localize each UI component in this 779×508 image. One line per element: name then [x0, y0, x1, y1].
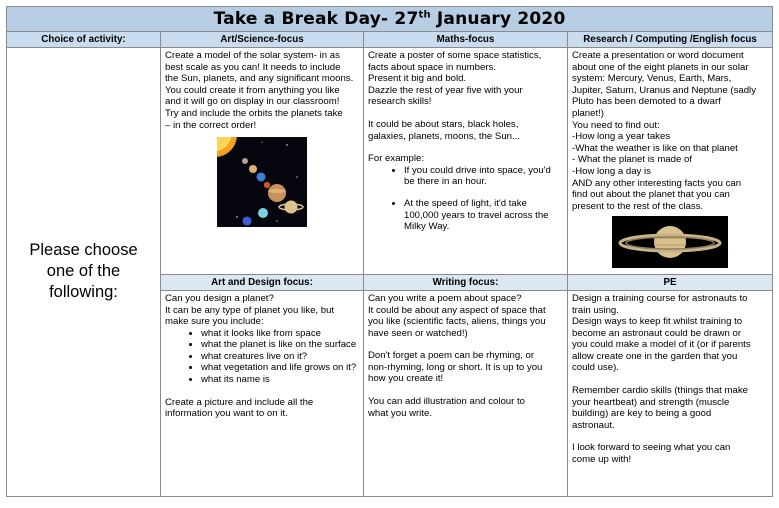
text-line: You can add illustration and colour to	[368, 396, 525, 408]
list-item: • what creatures live on it?	[201, 351, 359, 363]
solar-system-image	[217, 137, 307, 227]
text-line: Design ways to keep fit whilst training to	[572, 316, 743, 328]
text-line: make sure you include:	[165, 316, 264, 328]
text-line: Don't forget a poem can be rhyming, or	[368, 350, 535, 362]
text-line: - What the planet is made of	[572, 154, 692, 166]
header-art-science: Art/Science-focus	[161, 32, 364, 48]
text-line: non-rhyming, long or short. It is up to you	[368, 361, 543, 373]
text-line: have seen or watched!)	[368, 327, 468, 339]
text-line: You need to find out:	[572, 119, 660, 131]
choose-line-2: one of the	[46, 262, 121, 281]
text-line: the Sun, planets, and any significant moons.	[165, 73, 354, 85]
header-pe: PE	[568, 274, 773, 290]
text-line: Create a poster of some space statistics,	[368, 50, 542, 61]
text-line: come up with!	[572, 454, 632, 466]
title-rest: January 2020	[430, 9, 566, 29]
choose-line-1: Please choose	[29, 241, 138, 260]
research-cell	[568, 48, 773, 275]
text-line: Can you design a planet?	[165, 292, 274, 304]
text-line: It could be about stars, black holes,	[368, 118, 519, 130]
list-item: • At the speed of light, it'd take 100,000 years to travel across the Milky Way.	[404, 198, 563, 233]
text-line: Design a training course for astronauts to	[572, 292, 748, 304]
text-line: become an astronaut could be drawn or	[572, 327, 742, 339]
text-line: AND any other interesting facts you can	[572, 177, 742, 189]
list-item: • what its name is	[201, 374, 359, 386]
choose-line-3: following:	[49, 283, 118, 302]
text-line: You could create it from anything you like	[165, 84, 340, 96]
header-choice: Choice of activity:	[7, 32, 161, 48]
text-line: astronaut.	[572, 419, 615, 431]
text-line: what you write.	[368, 407, 432, 419]
text-line: – in the correct order!	[165, 119, 257, 131]
text-line: about one of the eight planets in our solar	[572, 61, 749, 73]
art-design-cell	[161, 290, 364, 496]
text-line: -What the weather is like on that planet	[572, 142, 738, 154]
writing-cell	[364, 290, 568, 496]
text-line: information you want to on it.	[165, 408, 288, 420]
text-line: It can be any type of planet you like, but	[165, 304, 335, 316]
text-line: Can you write a poem about space?	[368, 292, 522, 304]
text-line: research skills!	[368, 96, 432, 108]
text-line: train using.	[572, 304, 619, 316]
text-line: allow create one in the garden that you	[572, 350, 738, 362]
text-line: find out about the planet that you can	[572, 189, 730, 201]
text-line: Pluto has been demoted to a dwarf	[572, 96, 721, 108]
text-line: building) are key to being a good	[572, 408, 712, 420]
text-line: Remember cardio skills (things that make	[572, 385, 748, 397]
text-line: you could make a model of it (or if parents	[572, 339, 751, 351]
text-line: Present it big and bold.	[368, 73, 467, 85]
saturn-image	[612, 216, 728, 268]
text-line: It could be about any aspect of space that	[368, 304, 546, 316]
text-line: you like (scientific facts, aliens, things you	[368, 316, 546, 328]
text-line: facts about space in numbers.	[368, 61, 496, 73]
header-research: Research / Computing /English focus	[568, 32, 773, 48]
text-line: Jupiter, Saturn, Uranus and Neptune (sadly	[572, 84, 756, 96]
text-line: -How long a day is	[572, 165, 651, 177]
text-line: best scale as you can! It needs to include	[165, 61, 341, 73]
text-line: and it will go on display in our classroom!	[165, 96, 340, 108]
text-line: your heartbeat) and strength (muscle	[572, 396, 730, 408]
text-line: could use).	[572, 362, 619, 374]
pe-cell	[568, 290, 773, 496]
maths-examples	[368, 165, 563, 233]
list-item: • what it looks like from space	[201, 328, 359, 340]
text-line: how you create it!	[368, 373, 444, 385]
list-item: • what vegetation and life grows on it?	[201, 362, 359, 374]
list-item: • what the planet is like on the surface	[201, 339, 359, 351]
header-writing: Writing focus:	[364, 274, 568, 290]
title-text: Take a Break Day- 27	[213, 9, 419, 29]
art-design-list	[165, 328, 359, 386]
maths-cell	[364, 48, 568, 275]
text-line: -How long a year takes	[572, 131, 671, 143]
page-title	[7, 7, 773, 32]
choose-cell	[7, 48, 161, 497]
text-line: Create a model of the solar system- in as	[165, 50, 340, 61]
activity-sheet	[6, 6, 772, 504]
text-line: planet!)	[572, 107, 604, 119]
art-science-cell	[161, 48, 364, 275]
text-line: Create a picture and include all the	[165, 396, 314, 408]
text-line: galaxies, planets, moons, the Sun...	[368, 130, 520, 142]
title-sup: th	[418, 9, 431, 21]
activity-table	[6, 6, 773, 497]
text-line: For example:	[368, 153, 424, 165]
text-line: system: Mercury, Venus, Earth, Mars,	[572, 73, 732, 85]
header-art-design: Art and Design focus:	[161, 274, 364, 290]
text-line: Try and include the orbits the planets take	[165, 107, 343, 119]
header-maths: Maths-focus	[364, 32, 568, 48]
text-line: Create a presentation or word document	[572, 50, 744, 61]
text-line: I look forward to seeing what you can	[572, 442, 731, 454]
text-line: present to the rest of the class.	[572, 200, 704, 212]
list-item: • If you could drive into space, you'd be there in an hour.	[404, 165, 563, 188]
text-line: Dazzle the rest of year five with your	[368, 84, 523, 96]
